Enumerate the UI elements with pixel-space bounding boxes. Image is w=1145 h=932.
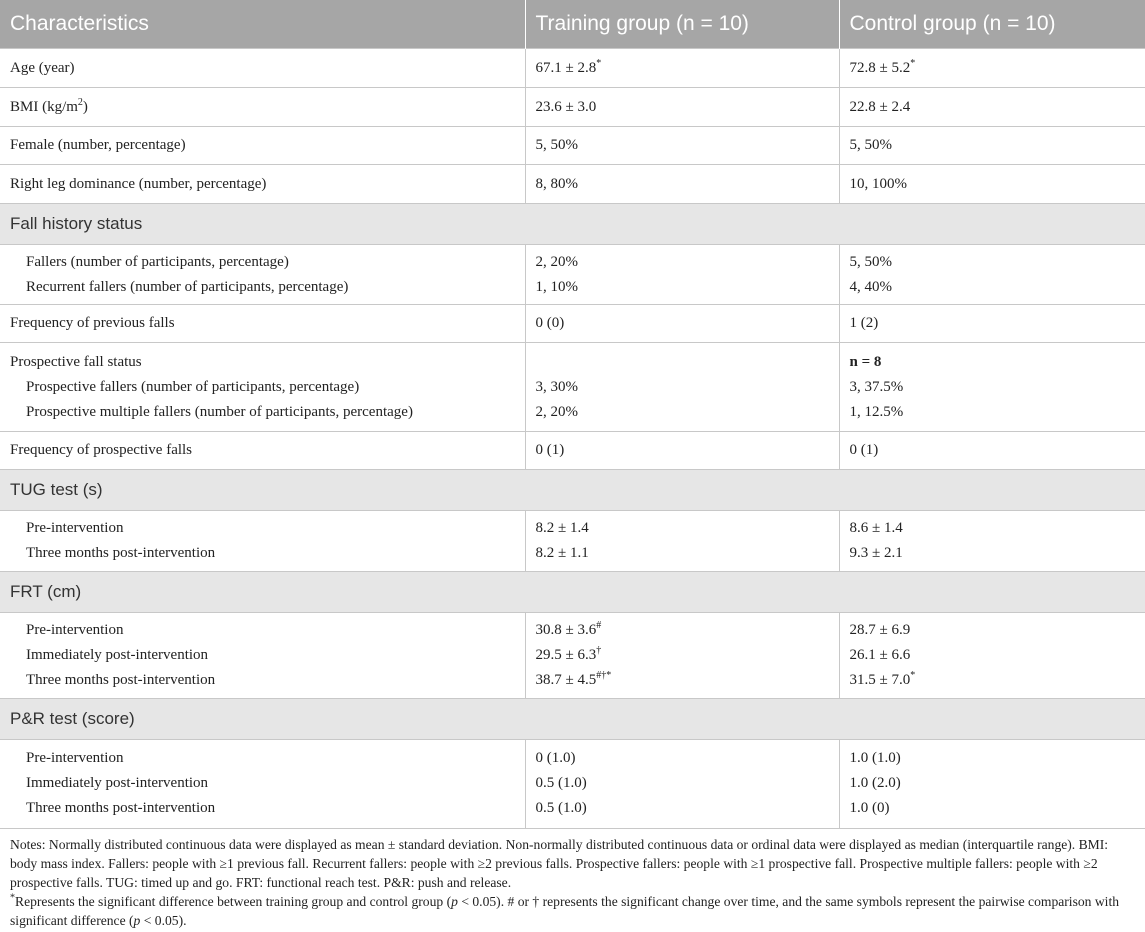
training-value: 8, 80% [525, 165, 839, 204]
table-row [0, 343, 1145, 432]
training-value: 2, 20% 1, 10% [525, 245, 839, 305]
header-control-group: Control group (n = 10) [839, 0, 1145, 49]
table-row [0, 49, 1145, 88]
table-row [0, 245, 1145, 305]
prospective-status-label: Prospective fall status [10, 353, 142, 370]
table-row [0, 740, 1145, 828]
training-value: 23.6 ± 3.0 [525, 88, 839, 127]
section-title-fall-history: Fall history status [0, 204, 1145, 245]
training-value: 8.2 ± 1.4 8.2 ± 1.1 [525, 511, 839, 572]
section-title-frt: FRT (cm) [0, 572, 1145, 613]
table-row [0, 432, 1145, 470]
training-value: 3, 30% 2, 20% [525, 343, 839, 432]
control-n-label: n = 8 [849, 353, 882, 370]
training-value: 5, 50% [525, 127, 839, 165]
recurrent-fallers-label: Recurrent fallers (number of participants, percentage) [26, 278, 349, 295]
table-footnotes [0, 828, 1145, 930]
control-value: 28.7 ± 6.9 26.1 ± 6.6 31.5 ± 7.0* [839, 613, 1145, 699]
row-label: Pre-intervention Three months post-intervention [0, 511, 525, 572]
row-label: Right leg dominance (number, percentage) [0, 165, 525, 204]
row-label: Frequency of previous falls [0, 305, 525, 343]
row-label [0, 343, 525, 432]
footnote-notes: Notes: Normally distributed continuous data were displayed as mean ± standard deviation. Non-normally distributed continuous data or ordinal data were displayed as median (interquartile range). BMI: body mass index. Fallers: people with ≥1 previous fall. Recurrent fallers: people with ≥2 previous falls. Prospective fallers: people with ≥1 prospective fall. Prospective multiple fallers: people with ≥2 prospective falls. TUG: timed up and go. FRT: functional reach test. P&R: push and release. [10, 836, 1109, 890]
section-row [0, 470, 1145, 511]
section-row [0, 699, 1145, 740]
control-value: n = 8 3, 37.5% 1, 12.5% [839, 343, 1145, 432]
control-value: 22.8 ± 2.4 [839, 88, 1145, 127]
row-label: Female (number, percentage) [0, 127, 525, 165]
control-value: 5, 50% 4, 40% [839, 245, 1145, 305]
table-row [0, 511, 1145, 572]
row-label: Age (year) [0, 49, 525, 88]
training-value: 0 (1) [525, 432, 839, 470]
training-value: 67.1 ± 2.8* [525, 49, 839, 88]
table-row [0, 613, 1145, 699]
table-row [0, 127, 1145, 165]
training-value: 30.8 ± 3.6# 29.5 ± 6.3† 38.7 ± 4.5#†* [525, 613, 839, 699]
header-characteristics: Characteristics [0, 0, 525, 49]
control-value: 72.8 ± 5.2* [839, 49, 1145, 88]
control-value: 1.0 (1.0) 1.0 (2.0) 1.0 (0) [839, 740, 1145, 828]
training-value: 0 (0) [525, 305, 839, 343]
control-value: 5, 50% [839, 127, 1145, 165]
control-value: 10, 100% [839, 165, 1145, 204]
row-label: Pre-intervention Immediately post-intervention Three months post-intervention [0, 613, 525, 699]
row-label [0, 245, 525, 305]
training-value: 0 (1.0) 0.5 (1.0) 0.5 (1.0) [525, 740, 839, 828]
prospective-fallers-label: Prospective fallers (number of participants, percentage) [26, 378, 360, 395]
table-row [0, 305, 1145, 343]
prospective-multiple-label: Prospective multiple fallers (number of participants, percentage) [26, 403, 413, 420]
section-row [0, 572, 1145, 613]
section-row [0, 204, 1145, 245]
section-title-pr: P&R test (score) [0, 699, 1145, 740]
row-label: Frequency of prospective falls [0, 432, 525, 470]
footnote-significance: *Represents the significant difference between training group and control group (p < 0.05). # or † represents the significant change over time, and the same symbols represent the pairwise comparison with significant difference (p < 0.05). [10, 891, 1120, 928]
control-value: 1 (2) [839, 305, 1145, 343]
table-row [0, 88, 1145, 127]
control-value: 0 (1) [839, 432, 1145, 470]
header-training-group: Training group (n = 10) [525, 0, 839, 49]
fallers-label: Fallers (number of participants, percentage) [26, 253, 289, 270]
row-label: BMI $(kg/m^2)$ [0, 88, 525, 127]
section-title-tug: TUG test (s) [0, 470, 1145, 511]
table-header-row [0, 0, 1145, 49]
row-label: Pre-intervention Immediately post-intervention Three months post-intervention [0, 740, 525, 828]
control-value: 8.6 ± 1.4 9.3 ± 2.1 [839, 511, 1145, 572]
table-row [0, 165, 1145, 204]
